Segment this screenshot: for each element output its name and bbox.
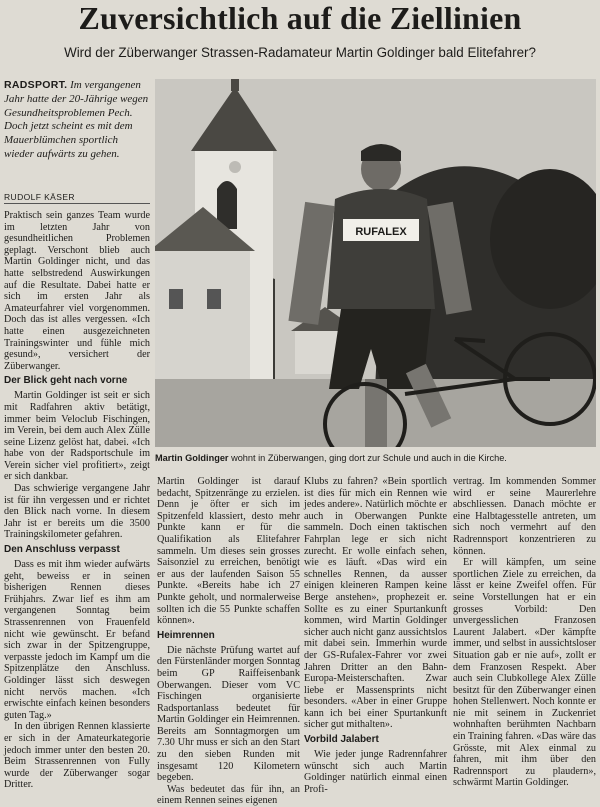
paragraph: Dass es mit ihm wieder aufwärts geht, beweiss er in seinen bisherigen Rennen dieses Frühjahrs. Zwar lief es ihm am vergangenen Sonntag beim Strassenrennen von Frauenfeld nicht wie gewünscht. Er befand sich zwar in der Spitzengruppe, verpasste jedoch im Kampf um die Spitzenplätze den Anschluss. Goldinger lässt sich deswegen nicht nervös machen. «Ich erwischte einfach keinen besonders guten Tag.» <box>4 559 150 721</box>
paragraph: Er will kämpfen, um seine sportlichen Ziele zu erreichen, da lässt er keine Zweifel offen. Für seine Vorstellungen hat er ein grosses Vorbild: Den unvergesslichen Franzosen Laurent Jalabert. «Der kämpfte immer, und selbst in aussichtsloser Situation gab er nie auf», zollt er dem Franzosen Respekt. Aber auch sein Clubkollege Alex Zülle besitzt für den Züberwanger einen hohen Stellenwert. Noch konnte er nie mit seinem in Zuckenriet wohnhaften berühmten Nachbarn ein Training fahren. «Das wäre das Grösste, mit Alex einmal zu fahren, mit ihm über den Radrennsport zu plaudern», schwärmt Martin Goldinger. <box>453 557 596 789</box>
paragraph: Martin Goldinger ist darauf bedacht, Spitzenränge zu erzielen. Denn je öfter er sich im Spitzenfeld klassiert, desto mehr Punkte kann er für die Qualifikation als Elitefahrer sammeln. Um dieses sein grosses Saisonziel zu erreichen, benötigt er aus der laufenden Saison 55 Punkte. «Bereits habe ich 27 Punkte geholt, und normalerweise sollten ich die 55 Punkte schaffen können». <box>157 476 300 627</box>
lead-paragraph <box>4 79 150 189</box>
article-column-4 <box>453 476 596 792</box>
article-column-1 <box>4 210 150 792</box>
photo-caption <box>155 450 596 466</box>
author-byline: RUDOLF KÄSER <box>4 191 150 204</box>
article-subheadline: Wird der Züberwanger Strassen-Radamateur Martin Goldinger bald Elitefahrer? <box>64 45 536 60</box>
section-heading: Vorbild Jalabert <box>304 734 379 746</box>
paragraph: In den übrigen Rennen klassierte er sich in der Amateurkategorie jedoch immer unter den besten 20. Beim Strassenrennen von Fully wurde der Züberwanger sogar Dritter. <box>4 721 150 791</box>
paragraph: Klubs zu fahren? «Bein sportlich ist dies für mich ein Rennen wie jedes andere». Natürlich möchte er auch in Oberwangen Punkte sammeln. Doch einen taktischen Fahrplan lege er sich nicht zurecht. Er wolle einfach sehen, wie es läuft. «Das wird ein schnelles Rennen, da ausser einigen kleineren Rampen keine Berge anstehen», prophezeit er. Sollte es zu einer Spurtankunft kommen, wird Martin Goldinger sicher auch nicht ganz aussichtslos mit dabei sein. Immerhin wurde der GS-Rufalex-Fahrer vor zwei Jahren Dritter an den Bahn-Europa-Meisterschaften. Zwar liebe er Massensprints nicht besonders. «Aber in einer Gruppe kann ich bei einer Spurtankunft sicher gut mithalten». <box>304 476 447 731</box>
paragraph: Martin Goldinger ist seit er sich mit Radfahren aktiv betätigt, immer beim Veloclub Fischingen, im Verein, bei dem auch Alex Zülle seine Lizenz gelöst hat, dabei. «Ich habe von der Radsportschule im Verein sicher viel profitiert», zeigt er sich dankbar. <box>4 390 150 483</box>
caption-text: wohnt in Züberwangen, ging dort zur Schule und auch in die Kirche. <box>231 453 507 463</box>
article-headline: Zuversichtlich auf die Ziellinien <box>78 0 522 36</box>
section-heading: Den Anschluss verpasst <box>4 544 120 556</box>
cyclist-photo <box>155 79 596 447</box>
article-column-2 <box>157 476 300 807</box>
article-column-3 <box>304 476 447 795</box>
section-heading: Der Blick geht nach vorne <box>4 375 128 387</box>
section-heading: Heimrennen <box>157 629 215 641</box>
photo-illustration <box>155 79 596 447</box>
paragraph: vertrag. Im kommenden Sommer wird er seine Maurerlehre abschliessen. Danach möchte er eine Halbtagesstelle antreten, um sich noch vermehrt auf den Radrennsport konzentrieren zu können. <box>453 476 596 557</box>
caption-name: Martin Goldinger <box>155 453 229 463</box>
paragraph: Das schwierige vergangene Jahr ist für ihn vergessen und er richtet den Blick nach vorne. In diesem Jahr ist er bereits um die 3500 Trainingskilometer gefahren. <box>4 483 150 541</box>
lead-text: Im vergangenen Jahr hatte der 20-Jährige wegen Gesundheitsproblemen Pech. Doch jetzt scheint es mit dem Mauerblümchen sportlich wieder aufwärts zu gehen. <box>4 79 149 160</box>
paragraph: Praktisch sein ganzes Team wurde im letzten Jahr von gesundheitlichen Problemen geplagt. Verschont blieb auch Martin Goldinger nicht, und das hatte selbstredend Auswirkungen auf die Resultate. Dabei hatte er sich im ersten Jahr als Amateurfahrer viel vorgenommen. Doch das ist alles vergessen. «Ich hatte einen ausgezeichneten Trainingswinter und fühle mich gesund», versichert der Züberwanger. <box>4 210 150 372</box>
paragraph: Wie jeder junge Radrennfahrer wünscht sich auch Martin Goldinger natürlich einmal einen Profi- <box>304 749 447 795</box>
paragraph: Was bedeutet das für ihn, an einem Rennen seines eigenen <box>157 783 300 807</box>
jersey-logo: RUFALEX <box>355 226 407 238</box>
lead-kicker: RADSPORT. <box>4 79 68 91</box>
paragraph: Die nächste Prüfung wartet auf den Fürstenländer morgen Sonntag beim GP Raiffeisenbank Oberwangen. Dieser vom VC Fischingen organisierte Radsportanlass bedeutet für Martin Goldinger ein Heimrennen. Bereits am Sonntagmorgen um 7.30 Uhr muss er sich an den Start zu den sieben Runden mit insgesamt 120 Kilometern begeben. <box>157 644 300 784</box>
